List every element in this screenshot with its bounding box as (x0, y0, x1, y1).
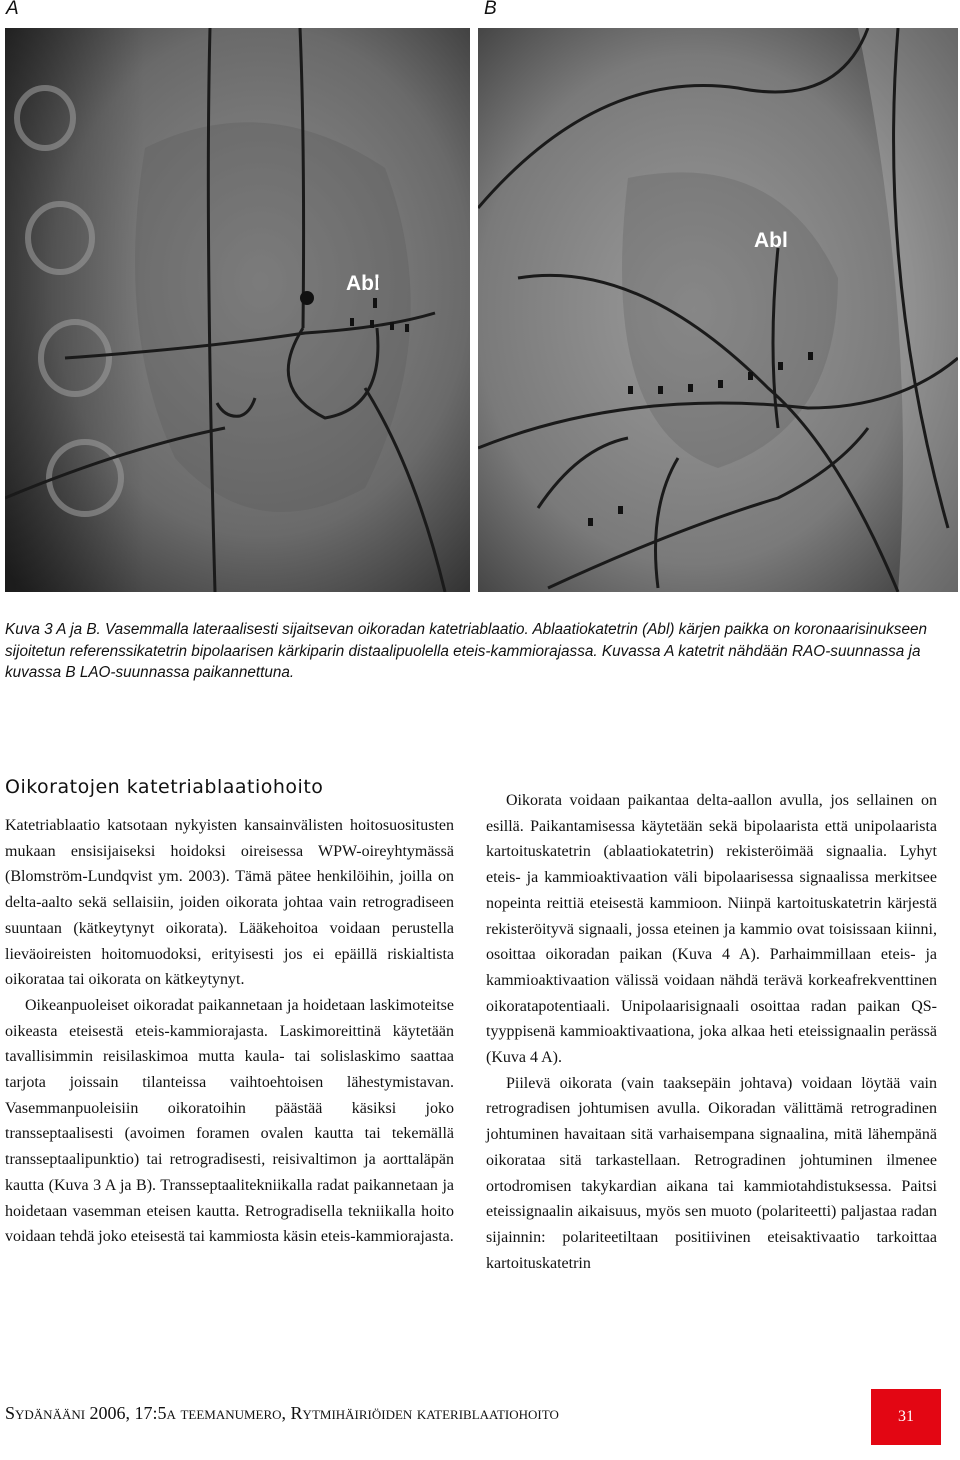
panel-letter-a: A (6, 0, 19, 19)
page-number: 31 (871, 1389, 941, 1445)
xray-image-b (478, 28, 958, 592)
paragraph: Oikeanpuoleiset oikoradat paikannetaan ja hoidetaan laskimoteitse oikeasta eteisestä eteis-kammiorajasta. Laskimoreittinä käytetään tavallisimmin reisilaskimoa mutta kaula- tai solislaskimo saattaa tarjota joissain tilanteissa vaihtoehtoisen lähestymistavan. Vasemmanpuoleisiin oikoratoihin päästää käsiksi joko transseptaalisesti (avoimen foramen ovalen kautta tai tekemällä transseptaalipunktio) tai retrogradisesti, reisivaltimon ja aorttaläpän kautta (Kuva 3 A ja B). Transseptaalitekniikalla radat paikannetaan ja hoidetaan vasemman eteisen kautta. Retrogradisella tekniikalla hoito voidaan tehdä joko eteisestä tai kammiosta käsin eteis-kammiorajasta. (5, 996, 454, 1246)
xray-image-a (5, 28, 470, 592)
abl-label-a: Abl (346, 272, 380, 295)
fluoroscopy-image-b (478, 28, 958, 592)
fluoroscopy-image-a (5, 28, 470, 592)
abl-label-b: Abl (754, 229, 788, 252)
left-column (5, 813, 454, 1250)
paragraph: Piilevä oikorata (vain taaksepäin johtava) voidaan löytää vain retrogradisen johtumisen avulla. Oikoradan välittämä retrogradinen johtuminen havaitaan sitä varhaisempana signaalina, mitä lähempänä oikorataa sitä tarkastellaan. Retrogradinen johtuminen ilmenee ortodromisen takykardian aikana tai kammiotahdistuksessa. Paitsi eteissignaalin aikaisuus, myös sen muoto (polariteetti) paljastaa radan sijainnin: polariteetiltaan positiivinen eteisaktivaatio tarkoittaa kartoituskatetrin (486, 1074, 937, 1272)
figure-caption: Kuva 3 A ja B. Vasemmalla lateraalisesti sijaitsevan oikoradan katetriablaatio. Ablaatiokatetrin (Abl) kärjen paikka on koronaarisinukseen sijoitetun referenssikatetrin bipolaarisen kärkiparin distaalipuolella eteis-kammiorajassa. Kuvassa A katetrit nähdään RAO-suunnassa ja kuvassa B LAO-suunnassa paikannettuna. (5, 621, 927, 681)
right-column (486, 788, 937, 1276)
paragraph: Oikorata voidaan paikantaa delta-aallon avulla, jos sellainen on esillä. Paikantamisessa käytetään sekä bipolaarista että unipolaarista kartoituskatetrin (ablaatiokatetrin) rekisteröimää signaalia. Lyhyt eteis- ja kammioaktivaation väli bipolaarisessa signaalissa merkitsee nopeinta reittiä eteisestä kammioon. Niinpä kartoituskatetrin kärjestä rekisteröityvä signaali, jossa eteinen ja kammio ovat toisissaan kiinni, osoittaa oikoradan paikan (Kuva 4 A). Parhaimmillaan eteis- ja kammioaktivaation välissä voidaan nähdä terävä korkeafrekventtinen oikoratapotentiaali. Unipolaarisignaali osoittaa radan paikan QS-tyyppisenä kammioaktivaationa, joka alkaa heti eteissignaalin perässä (Kuva 4 A). (486, 792, 937, 1067)
panel-letter-b: B (484, 0, 497, 19)
section-heading: Oikoratojen katetriablaatiohoito (5, 776, 324, 798)
footer-journal: Sydänääni 2006, 17:5a teemanumero, Rytmihäiriöiden kateriblaatiohoito (5, 1403, 559, 1423)
paragraph: Katetriablaatio katsotaan nykyisten kansainvälisten hoitosuositusten mukaan ensisijaiseksi hoidoksi oireisessa WPW-oireyhtymässä (Blomström-Lundqvist ym. 2003). Tämä pätee henkilöihin, joilla on delta-aalto sekä sellaisiin, joiden oikorata johtaa vain retrogradiseen suuntaan (kätkeytynyt oikorata). Lääkehoitoa voidaan perustella lieväoireisten hoitomuodoksi, erityisesti jos ei epäillä riskialtista oikorataa tai oikorata on kätkeytynyt. (5, 817, 454, 989)
